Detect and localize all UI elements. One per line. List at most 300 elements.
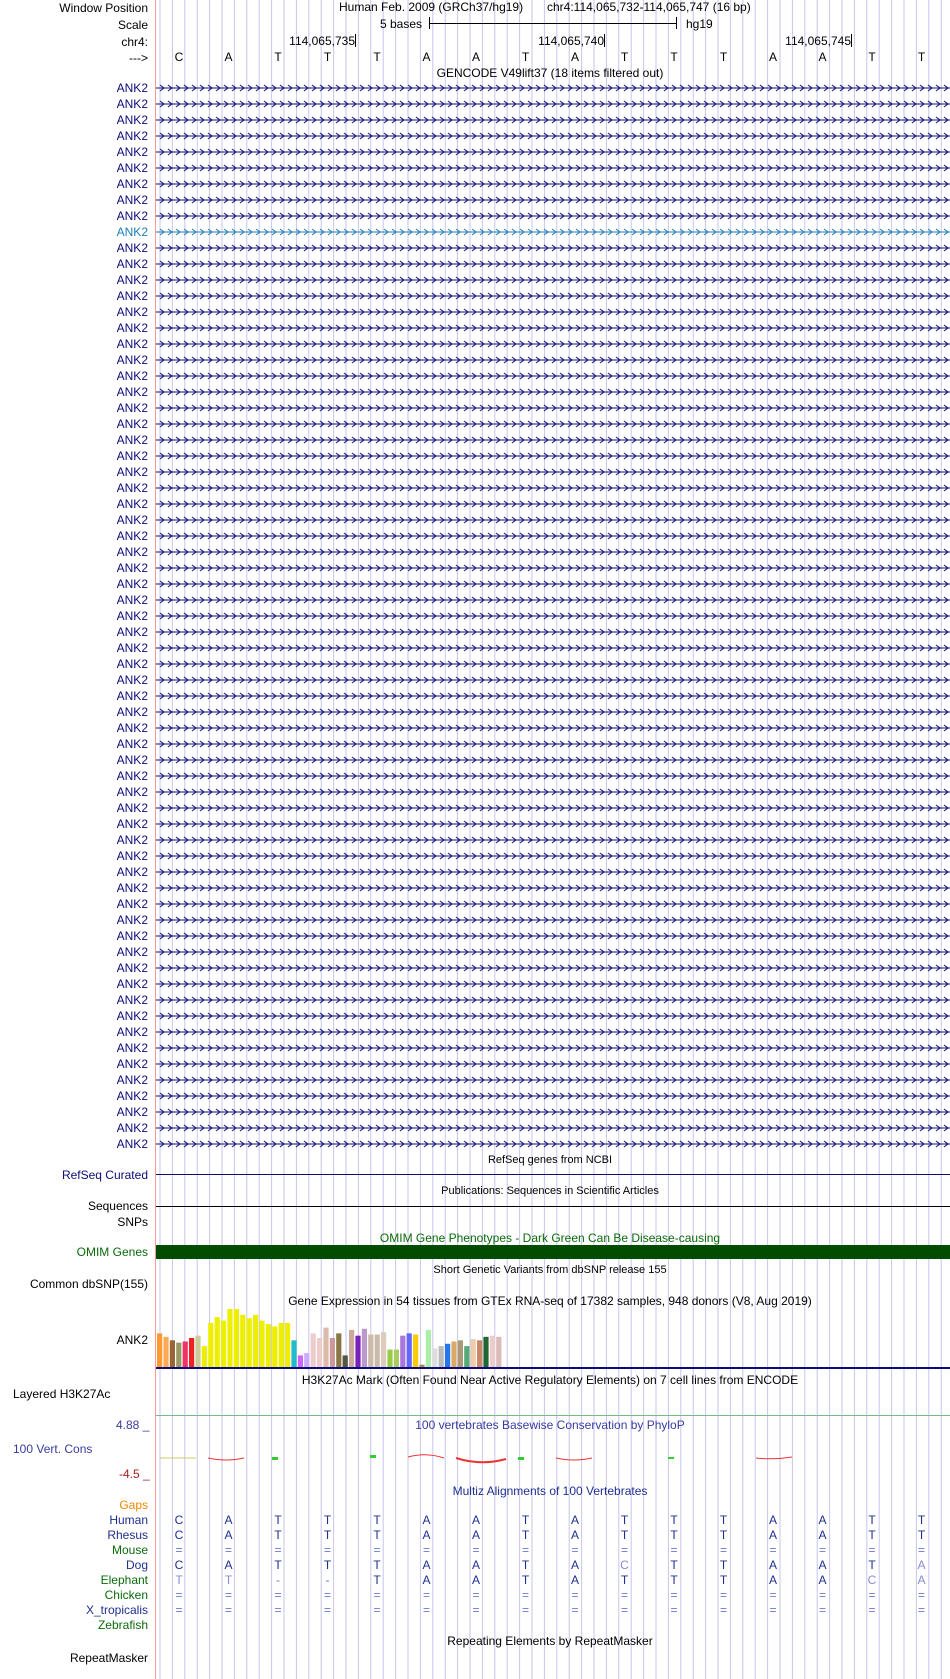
alignment-base: - — [325, 1573, 330, 1587]
species-label[interactable]: Elephant — [100, 1573, 148, 1587]
gencode-row-label[interactable]: ANK2 — [116, 81, 148, 95]
gencode-transcript[interactable] — [156, 467, 950, 477]
gencode-transcript[interactable] — [156, 403, 950, 413]
alignment-base: = — [323, 1603, 331, 1617]
base-letter: T — [620, 50, 629, 64]
gencode-row-label[interactable]: ANK2 — [116, 897, 148, 911]
gencode-transcript[interactable] — [156, 963, 950, 973]
gencode-row-label[interactable]: ANK2 — [116, 849, 148, 863]
gencode-row-label[interactable]: ANK2 — [116, 513, 148, 527]
repeatmasker-title: Repeating Elements by RepeatMasker — [447, 1634, 653, 1648]
gencode-transcript[interactable] — [156, 771, 950, 781]
base-letter: A — [818, 50, 827, 64]
transcript-arrows — [156, 277, 950, 283]
gencode-row-label[interactable]: ANK2 — [116, 593, 148, 607]
transcript-arrows — [156, 885, 950, 891]
species-label[interactable]: X_tropicalis — [85, 1603, 148, 1617]
gencode-transcript[interactable] — [156, 547, 950, 557]
gtex-tissue-bar — [317, 1338, 322, 1367]
gtex-tissue-bar — [266, 1324, 271, 1367]
gtex-label[interactable]: ANK2 — [116, 1333, 148, 1347]
gencode-transcript[interactable] — [156, 579, 950, 589]
gencode-row-label[interactable]: ANK2 — [116, 785, 148, 799]
gencode-transcript[interactable] — [156, 867, 950, 877]
alignment-base: A — [818, 1513, 827, 1527]
transcript-arrows — [156, 389, 950, 395]
alignment-base: = — [472, 1603, 480, 1617]
transcript-arrows — [156, 1029, 950, 1035]
transcript-arrows — [156, 453, 950, 459]
transcript-arrows — [156, 805, 950, 811]
conservation-title: 100 vertebrates Basewise Conservation by PhyloP — [415, 1418, 685, 1432]
gencode-row-label[interactable]: ANK2 — [116, 737, 148, 751]
gencode-row-label[interactable]: ANK2 — [116, 641, 148, 655]
gencode-transcript[interactable] — [156, 435, 950, 445]
gencode-row-label[interactable]: ANK2 — [116, 241, 148, 255]
gtex-tissue-bar — [215, 1317, 220, 1367]
gencode-transcript[interactable] — [156, 499, 950, 509]
gencode-transcript[interactable] — [156, 259, 950, 269]
gencode-row-label[interactable]: ANK2 — [116, 337, 148, 351]
gencode-transcript[interactable] — [156, 1075, 950, 1085]
gencode-row-label[interactable]: ANK2 — [116, 1105, 148, 1119]
gencode-transcript[interactable] — [156, 995, 950, 1005]
alignment-base: A — [768, 1558, 777, 1572]
base-letter: A — [570, 50, 579, 64]
gencode-transcript[interactable] — [156, 531, 950, 541]
alignment-base: = — [274, 1603, 282, 1617]
gtex-tissue-bar — [426, 1330, 431, 1367]
gencode-row-label[interactable]: ANK2 — [116, 913, 148, 927]
gencode-row-label[interactable]: ANK2 — [116, 961, 148, 975]
alignment-base: T — [323, 1558, 332, 1572]
gencode-row-label[interactable]: ANK2 — [116, 321, 148, 335]
publications-line — [156, 1206, 950, 1207]
strand-label: ---> — [129, 51, 148, 65]
multiz-title: Multiz Alignments of 100 Vertebrates — [452, 1484, 648, 1498]
gencode-transcript[interactable] — [156, 1139, 950, 1149]
gencode-row-label[interactable]: ANK2 — [116, 673, 148, 687]
species-label[interactable]: Chicken — [104, 1588, 148, 1602]
omim-label[interactable]: OMIM Genes — [76, 1245, 148, 1259]
gencode-transcript[interactable] — [156, 707, 950, 717]
gencode-row-label[interactable]: ANK2 — [116, 945, 148, 959]
gencode-row-label[interactable]: ANK2 — [116, 1057, 148, 1071]
gencode-row-label[interactable]: ANK2 — [116, 1009, 148, 1023]
gencode-transcript[interactable] — [156, 323, 950, 333]
gencode-transcript[interactable] — [156, 291, 950, 301]
species-label[interactable]: Rhesus — [107, 1528, 148, 1542]
gtex-tissue-bar — [272, 1326, 277, 1367]
gencode-transcript[interactable] — [156, 899, 950, 909]
gencode-row-label[interactable]: ANK2 — [116, 577, 148, 591]
gencode-transcript[interactable] — [156, 243, 950, 253]
gencode-transcript[interactable] — [156, 275, 950, 285]
transcript-arrows — [156, 533, 950, 539]
gencode-row-label[interactable]: ANK2 — [116, 113, 148, 127]
omim-bar[interactable] — [156, 1245, 950, 1259]
gtex-tissue-bar — [483, 1337, 488, 1367]
gencode-transcript[interactable] — [156, 595, 950, 605]
alignment-base: T — [521, 1558, 530, 1572]
species-label[interactable]: Human — [109, 1513, 148, 1527]
gencode-row-label[interactable]: ANK2 — [116, 1089, 148, 1103]
alignment-base: = — [917, 1603, 925, 1617]
gencode-transcript[interactable] — [156, 851, 950, 861]
gencode-transcript[interactable] — [156, 931, 950, 941]
alignment-base: T — [323, 1513, 332, 1527]
gtex-tissue-bar — [195, 1336, 200, 1367]
gencode-row-label[interactable]: ANK2 — [116, 97, 148, 111]
gencode-transcript[interactable] — [156, 627, 950, 637]
transcript-arrows — [156, 309, 950, 315]
transcript-arrows — [156, 85, 950, 91]
transcript-arrows — [156, 853, 950, 859]
gencode-transcript[interactable] — [156, 675, 950, 685]
alignment-base: T — [373, 1573, 381, 1587]
species-label[interactable]: Dog — [125, 1558, 148, 1572]
transcript-arrows — [156, 197, 950, 203]
position-text[interactable]: chr4:114,065,732-114,065,747 (16 bp) — [547, 0, 751, 14]
alignment-base: T — [274, 1558, 282, 1572]
gencode-transcript[interactable] — [156, 819, 950, 829]
gencode-row-label[interactable]: ANK2 — [116, 417, 148, 431]
gencode-row-label[interactable]: ANK2 — [116, 1137, 148, 1151]
transcript-arrows — [156, 245, 950, 251]
transcript-arrows — [156, 661, 950, 667]
alignment-base: = — [719, 1603, 727, 1617]
alignment-base: A — [570, 1528, 579, 1542]
transcript-arrows — [156, 677, 950, 683]
transcript-arrows — [156, 293, 950, 299]
gtex-tissue-bar — [407, 1333, 412, 1367]
gtex-tissue-bar — [413, 1335, 418, 1367]
gencode-row-label[interactable]: ANK2 — [116, 561, 148, 575]
gtex-tissue-bar — [253, 1315, 258, 1367]
alignment-base: T — [670, 1513, 678, 1527]
gencode-row-label[interactable]: ANK2 — [116, 753, 148, 767]
gencode-row-label[interactable]: ANK2 — [116, 721, 148, 735]
gencode-transcript[interactable] — [156, 803, 950, 813]
gencode-row-label[interactable]: ANK2 — [116, 161, 148, 175]
alignment-base: A — [570, 1573, 579, 1587]
gencode-transcript[interactable] — [156, 483, 950, 493]
gencode-row-label[interactable]: ANK2 — [116, 465, 148, 479]
gencode-row-label[interactable]: ANK2 — [116, 657, 148, 671]
gencode-transcript[interactable] — [156, 883, 950, 893]
alignment-base: A — [768, 1573, 777, 1587]
transcript-arrows — [156, 405, 950, 411]
gencode-row-label[interactable]: ANK2 — [116, 433, 148, 447]
gencode-row-label[interactable]: ANK2 — [116, 929, 148, 943]
alignment-base: = — [670, 1603, 678, 1617]
gtex-tissue-bar — [291, 1340, 296, 1367]
snps-label[interactable]: SNPs — [117, 1215, 148, 1229]
transcript-arrows — [156, 101, 950, 107]
gencode-transcript[interactable] — [156, 643, 950, 653]
alignment-base: T — [670, 1528, 678, 1542]
alignment-base: = — [521, 1543, 529, 1557]
alignment-base: = — [323, 1588, 331, 1602]
alignment-base: T — [373, 1513, 381, 1527]
alignment-base: = — [274, 1588, 282, 1602]
alignment-base: = — [175, 1588, 183, 1602]
alignment-base: = — [224, 1588, 232, 1602]
gencode-transcript[interactable] — [156, 915, 950, 925]
gencode-transcript[interactable] — [156, 755, 950, 765]
gtex-bars[interactable] — [156, 1305, 950, 1369]
gtex-tissue-bar — [183, 1341, 188, 1367]
species-label[interactable]: Mouse — [111, 1543, 148, 1557]
alignment-base: A — [422, 1558, 431, 1572]
transcript-arrows — [156, 725, 950, 731]
alignment-base: T — [373, 1558, 381, 1572]
base-letter: T — [917, 50, 926, 64]
transcript-arrows — [156, 421, 950, 427]
alignment-base: T — [868, 1513, 876, 1527]
gencode-row-label[interactable]: ANK2 — [116, 305, 148, 319]
gencode-transcript[interactable] — [156, 739, 950, 749]
alignment-base: = — [769, 1543, 777, 1557]
transcript-arrows — [156, 565, 950, 571]
gencode-transcript[interactable] — [156, 195, 950, 205]
gencode-row-label[interactable]: ANK2 — [116, 401, 148, 415]
gencode-row-label[interactable]: ANK2 — [116, 865, 148, 879]
gtex-tissue-bar — [311, 1333, 316, 1367]
transcript-arrows — [156, 357, 950, 363]
alignment-base: = — [868, 1543, 876, 1557]
dbsnp-label[interactable]: Common dbSNP(155) — [29, 1277, 148, 1291]
gencode-transcript[interactable] — [156, 515, 950, 525]
gencode-transcript[interactable] — [156, 563, 950, 573]
gtex-tissue-bar — [285, 1323, 290, 1367]
gencode-transcript[interactable] — [156, 307, 950, 317]
alignment-base: = — [521, 1603, 529, 1617]
gencode-transcript[interactable] — [156, 947, 950, 957]
gtex-tissue-bar — [471, 1339, 476, 1367]
gencode-row-label[interactable]: ANK2 — [116, 497, 148, 511]
gencode-row-label[interactable]: ANK2 — [116, 801, 148, 815]
gtex-tissue-bar — [451, 1341, 456, 1367]
gencode-row-label[interactable]: ANK2 — [116, 769, 148, 783]
h3k27ac-title: H3K27Ac Mark (Often Found Near Active Regulatory Elements) on 7 cell lines from ENCODE — [301, 1373, 799, 1387]
alignment-base: T — [917, 1513, 926, 1527]
alignment-base: T — [620, 1573, 629, 1587]
alignment-base: T — [868, 1558, 876, 1572]
alignment-base: - — [276, 1573, 280, 1587]
gencode-row-label[interactable]: ANK2 — [116, 481, 148, 495]
alignment-base: = — [818, 1543, 826, 1557]
gencode-row-label[interactable]: ANK2 — [116, 625, 148, 639]
gencode-row-label[interactable]: ANK2 — [116, 977, 148, 991]
gencode-transcript[interactable] — [156, 1107, 950, 1117]
alignment-base: T — [521, 1528, 530, 1542]
gencode-transcript[interactable] — [156, 163, 950, 173]
gencode-transcript[interactable] — [156, 131, 950, 141]
gencode-row-label[interactable]: ANK2 — [116, 817, 148, 831]
gencode-transcript[interactable] — [156, 1123, 950, 1133]
transcript-arrows — [156, 613, 950, 619]
base-letter: T — [868, 50, 876, 64]
transcript-arrows — [156, 757, 950, 763]
gtex-tissue-bar — [240, 1315, 245, 1367]
gencode-row-label[interactable]: ANK2 — [116, 1041, 148, 1055]
alignment-base: A — [422, 1528, 431, 1542]
alignment-base: = — [620, 1603, 628, 1617]
gencode-transcript[interactable] — [156, 387, 950, 397]
gencode-transcript[interactable] — [156, 339, 950, 349]
gtex-tissue-bar — [227, 1309, 232, 1367]
transcript-arrows — [156, 437, 950, 443]
alignment-base: = — [521, 1588, 529, 1602]
alignment-base: A — [818, 1558, 827, 1572]
gencode-row-label[interactable]: ANK2 — [116, 705, 148, 719]
gencode-transcript[interactable] — [156, 83, 950, 93]
publications-label[interactable]: Sequences — [87, 1199, 148, 1213]
gencode-transcript[interactable] — [156, 611, 950, 621]
gtex-tissue-bar — [458, 1340, 463, 1367]
alignment-base: = — [818, 1588, 826, 1602]
gencode-row-label[interactable]: ANK2 — [116, 1025, 148, 1039]
gencode-row-label[interactable]: ANK2 — [116, 609, 148, 623]
alignment-base: = — [917, 1543, 925, 1557]
gtex-tissue-bar — [170, 1340, 175, 1367]
gtex-tissue-bar — [368, 1335, 373, 1367]
transcript-arrows — [156, 485, 950, 491]
alignment-base: T — [719, 1528, 728, 1542]
gencode-transcript[interactable] — [156, 1011, 950, 1021]
gtex-tissue-bar — [330, 1338, 335, 1367]
alignment-base: T — [224, 1573, 233, 1587]
gencode-transcript[interactable] — [156, 659, 950, 669]
gencode-transcript[interactable] — [156, 211, 950, 221]
gencode-transcript[interactable] — [156, 147, 950, 157]
gencode-transcript[interactable] — [156, 115, 950, 125]
gencode-transcript[interactable] — [156, 979, 950, 989]
alignment-base: = — [571, 1603, 579, 1617]
gencode-row-label[interactable]: ANK2 — [116, 145, 148, 159]
gencode-transcript[interactable] — [156, 723, 950, 733]
gencode-transcript[interactable] — [156, 371, 950, 381]
gencode-transcript[interactable] — [156, 355, 950, 365]
gencode-row-label[interactable]: ANK2 — [116, 1073, 148, 1087]
gtex-tissue-bar — [464, 1346, 469, 1367]
gencode-row-label[interactable]: ANK2 — [116, 273, 148, 287]
transcript-arrows — [156, 181, 950, 187]
alignment-base: A — [471, 1573, 480, 1587]
coordinate-tick-mark — [604, 34, 605, 47]
gtex-tissue-bar — [381, 1332, 386, 1367]
transcript-arrows — [156, 517, 950, 523]
gencode-transcript[interactable] — [156, 179, 950, 189]
gtex-tissue-bar — [234, 1309, 239, 1367]
gencode-transcript[interactable] — [156, 1043, 950, 1053]
gencode-row-label[interactable]: ANK2 — [116, 529, 148, 543]
gencode-row-label[interactable]: ANK2 — [116, 177, 148, 191]
gencode-transcript[interactable] — [156, 1059, 950, 1069]
conservation-label[interactable]: 100 Vert. Cons — [13, 1442, 93, 1456]
gencode-row-label[interactable]: ANK2 — [116, 369, 148, 383]
alignment-base: = — [175, 1603, 183, 1617]
gencode-row-label[interactable]: ANK2 — [116, 289, 148, 303]
gencode-row-label[interactable]: ANK2 — [116, 1121, 148, 1135]
base-letter: T — [521, 50, 530, 64]
alignment-base: C — [174, 1513, 184, 1527]
transcript-arrows — [156, 901, 950, 907]
gtex-tissue-bar — [279, 1323, 284, 1367]
gencode-row-label[interactable]: ANK2 — [116, 129, 148, 143]
alignment-base: = — [323, 1543, 331, 1557]
gencode-row-label[interactable]: ANK2 — [116, 209, 148, 223]
gencode-row-label[interactable]: ANK2 — [116, 353, 148, 367]
gencode-transcript[interactable] — [156, 1027, 950, 1037]
transcript-arrows — [156, 1061, 950, 1067]
base-letter: A — [224, 50, 233, 64]
gencode-row-label[interactable]: ANK2 — [116, 449, 148, 463]
gencode-transcript[interactable] — [156, 451, 950, 461]
h3k27ac-label[interactable]: Layered H3K27Ac — [13, 1387, 111, 1401]
alignment-base: T — [521, 1573, 530, 1587]
gencode-transcript[interactable] — [156, 419, 950, 429]
conservation-ymin: -4.5 _ — [119, 1467, 150, 1481]
conservation-plot[interactable] — [156, 1444, 950, 1468]
gencode-row-label[interactable]: ANK2 — [116, 385, 148, 399]
gencode-row-label[interactable]: ANK2 — [116, 881, 148, 895]
gencode-transcript[interactable] — [156, 1091, 950, 1101]
gtex-tissue-bar — [259, 1321, 264, 1367]
coordinate-tick-mark — [851, 34, 852, 47]
gencode-row-label[interactable]: ANK2 — [116, 833, 148, 847]
gencode-row-label[interactable]: ANK2 — [116, 193, 148, 207]
transcript-arrows — [156, 917, 950, 923]
gencode-transcript[interactable] — [156, 835, 950, 845]
gencode-transcript[interactable] — [156, 227, 950, 237]
transcript-arrows — [156, 373, 950, 379]
gencode-transcript[interactable] — [156, 99, 950, 109]
gencode-row-label[interactable]: ANK2 — [116, 225, 148, 239]
gtex-tissue-bar — [400, 1336, 405, 1367]
gencode-row-label[interactable]: ANK2 — [116, 257, 148, 271]
alignment-base: = — [620, 1543, 628, 1557]
gtex-tissue-bar — [304, 1353, 309, 1367]
transcript-arrows — [156, 229, 950, 235]
gencode-transcript[interactable] — [156, 787, 950, 797]
refseq-title: RefSeq genes from NCBI — [487, 1154, 613, 1166]
gencode-transcript[interactable] — [156, 691, 950, 701]
alignment-base: = — [224, 1603, 232, 1617]
gtex-tissue-bar — [432, 1348, 437, 1367]
transcript-arrows — [156, 213, 950, 219]
scale-text: 5 bases — [380, 17, 423, 31]
transcript-arrows — [156, 501, 950, 507]
transcript-arrows — [156, 581, 950, 587]
gtex-tissue-bar — [496, 1337, 501, 1367]
repeatmasker-label[interactable]: RepeatMasker — [69, 1651, 148, 1665]
species-label[interactable]: Zebrafish — [97, 1618, 148, 1632]
gtex-tissue-bar — [419, 1365, 424, 1367]
transcript-arrows — [156, 997, 950, 1003]
base-letter: T — [670, 50, 678, 64]
publications-title: Publications: Sequences in Scientific Articles — [441, 1185, 659, 1197]
transcript-arrows — [156, 1125, 950, 1131]
gencode-row-label[interactable]: ANK2 — [116, 993, 148, 1007]
coordinate-tick: 114,065,735 — [289, 34, 355, 48]
coordinate-tick: 114,065,740 — [538, 34, 604, 48]
refseq-label[interactable]: RefSeq Curated — [61, 1168, 148, 1182]
alignment-base: = — [373, 1543, 381, 1557]
gencode-row-label[interactable]: ANK2 — [116, 689, 148, 703]
gencode-row-label[interactable]: ANK2 — [116, 545, 148, 559]
